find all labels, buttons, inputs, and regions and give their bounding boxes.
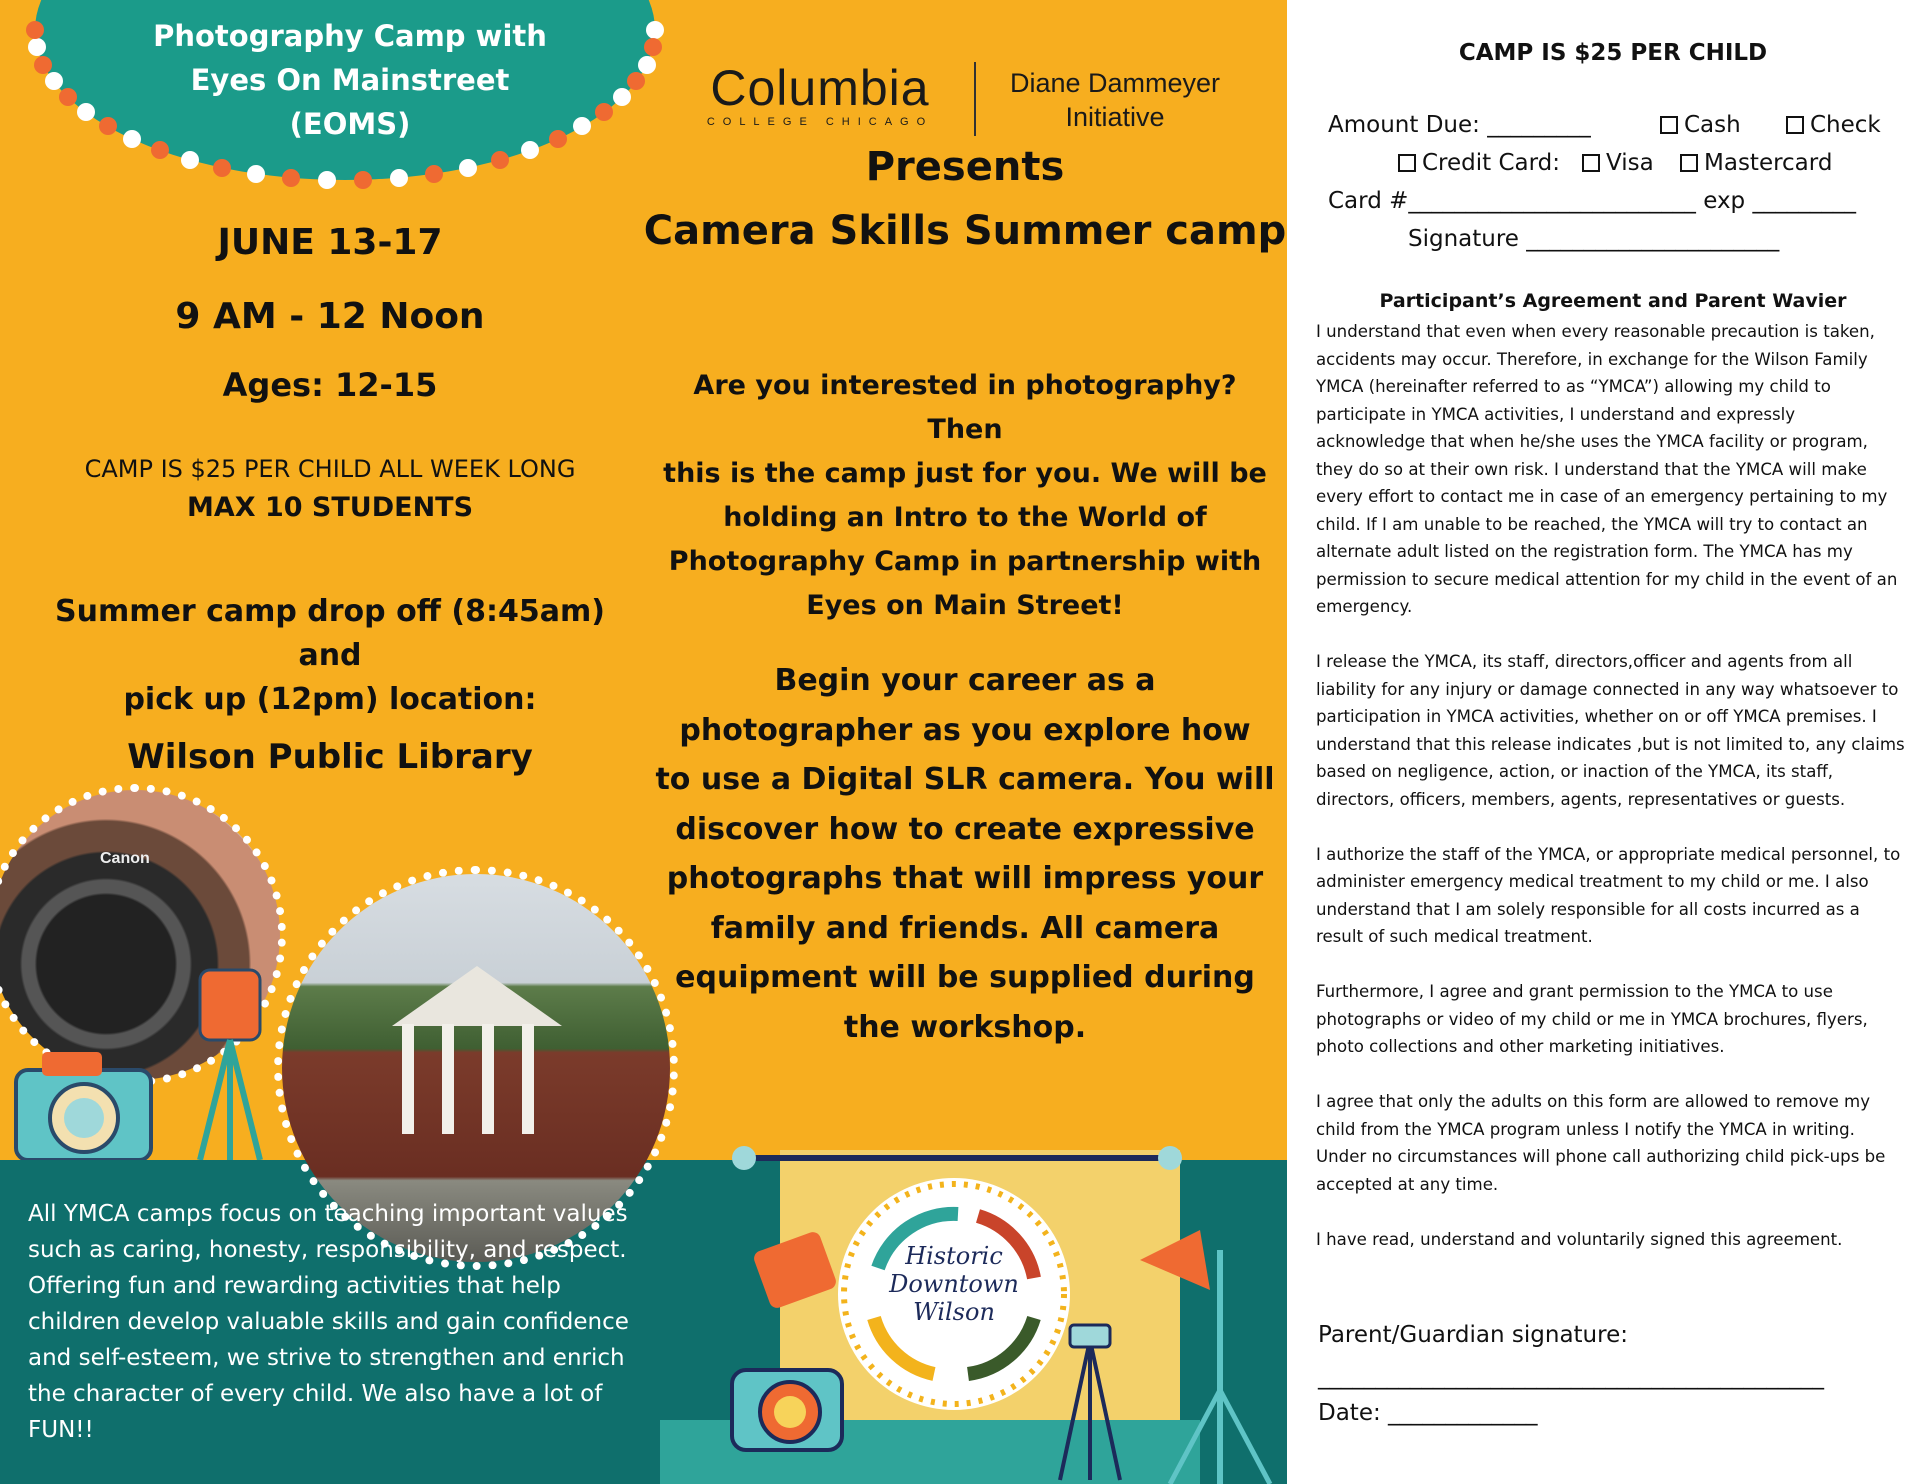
- check-label: Check: [1810, 112, 1881, 138]
- columbia-logo: [690, 60, 950, 128]
- badge-dot: [99, 117, 117, 135]
- historic-downtown-wilson-logo: [838, 1178, 1070, 1410]
- badge-dot: [354, 171, 372, 189]
- parent-signature-line[interactable]: ____________________________________________: [1318, 1364, 1824, 1390]
- career-line: family and friends. All camera: [710, 910, 1220, 946]
- form-heading: CAMP IS $25 PER CHILD: [1458, 40, 1768, 66]
- intro-line: Eyes on Main Street!: [806, 590, 1124, 621]
- dd-line: Initiative: [1065, 102, 1165, 132]
- card-number-field[interactable]: Card #_________________________ exp _________: [1328, 188, 1856, 214]
- cash-label: Cash: [1684, 112, 1741, 138]
- camp-ages: Ages: 12-15: [222, 366, 438, 404]
- visa-option[interactable]: [1582, 150, 1654, 176]
- parent-signature-label: Parent/Guardian signature:: [1318, 1322, 1628, 1348]
- max-students: MAX 10 STUDENTS: [186, 492, 474, 523]
- dropoff-line: Summer camp drop off (8:45am) and: [55, 594, 605, 673]
- credit-card-option[interactable]: [1398, 150, 1560, 176]
- dd-line: Diane Dammeyer: [1009, 68, 1221, 98]
- agreement-paragraph: I have read, understand and voluntarily signed this agreement.: [1316, 1229, 1843, 1249]
- values-line: FUN!!: [28, 1417, 94, 1443]
- career-line: to use a Digital SLR camera. You will: [655, 762, 1275, 797]
- mastercard-label: Mastercard: [1704, 150, 1833, 176]
- columbia-wordmark: Columbia: [710, 60, 930, 116]
- career-line: the workshop.: [843, 1009, 1087, 1045]
- badge-dot: [491, 151, 509, 169]
- values-line: Offering fun and rewarding activities that help: [28, 1273, 561, 1299]
- agreement-paragraph: I understand that even when every reasonable precaution is taken, accidents may occur. Therefore, in exchange for the Wilson Family YMCA (hereinafter referred to as “YMCA”) allowing my child to participate in YMCA activities, I understand and expressly acknowledge that when he/she uses the YMCA facility or program, they do so at their own risk. I understand that the YMCA will make every effort to contact me in case of an emergency pertaining to my child. If I am unable to be reached, the YMCA will try to contact an alternate adult listed on the registration form. The YMCA has my permission to secure medical attention for my child in the event of an emergency.: [1316, 322, 1898, 616]
- values-line: children develop valuable skills and gain confidence: [28, 1309, 629, 1335]
- historic-line: Historic: [905, 1242, 1003, 1270]
- badge-dot: [247, 165, 265, 183]
- historic-line: Wilson: [913, 1298, 995, 1326]
- visa-label: Visa: [1606, 150, 1654, 176]
- signature-field[interactable]: Signature ______________________: [1408, 226, 1780, 252]
- cash-option[interactable]: [1660, 112, 1741, 138]
- intro-line: Are you interested in photography? Then: [693, 370, 1237, 445]
- badge-dot: [34, 56, 52, 74]
- check-option[interactable]: [1786, 112, 1881, 138]
- date-field[interactable]: Date: _____________: [1318, 1400, 1538, 1426]
- agreement-text: [1316, 318, 1908, 1281]
- values-line: and self-esteem, we strive to strengthen and enrich: [28, 1345, 625, 1371]
- intro-line: this is the camp just for you. We will be: [663, 458, 1267, 489]
- agreement-paragraph: Furthermore, I agree and grant permission to the YMCA to use photographs or video of my child or me in YMCA brochures, flyers, photo collections and other marketing initiatives.: [1316, 982, 1868, 1056]
- mastercard-checkbox[interactable]: [1680, 154, 1698, 172]
- badge-dot: [638, 56, 656, 74]
- values-line: such as caring, honesty, responsibility, and respect.: [28, 1237, 627, 1263]
- career-line: discover how to create expressive: [675, 811, 1255, 847]
- credit-card-label: Credit Card:: [1422, 150, 1561, 176]
- badge-dot: [45, 72, 63, 90]
- historic-line: Downtown: [889, 1270, 1019, 1298]
- camp-cost: CAMP IS $25 PER CHILD ALL WEEK LONG: [84, 455, 576, 483]
- check-checkbox[interactable]: [1786, 116, 1804, 134]
- badge-line: Photography Camp with: [153, 19, 547, 53]
- values-line: the character of every child. We also have a lot of: [28, 1381, 603, 1407]
- dropoff-line: pick up (12pm) location:: [123, 682, 537, 717]
- badge-line: (EOMS): [289, 107, 411, 141]
- values-line: All YMCA camps focus on teaching important values: [28, 1201, 628, 1227]
- badge-dot: [646, 21, 664, 39]
- badge-dot: [390, 169, 408, 187]
- career-line: Begin your career as a: [774, 663, 1156, 698]
- badge-dot: [213, 159, 231, 177]
- badge-dot: [318, 171, 336, 189]
- agreement-paragraph: I release the YMCA, its staff, directors,officer and agents from all liability for any injury or damage connected in any way whatsoever to participation in YMCA activities, whether on or off YMCA premises. I understand that this release indicates ,but is not limited to, any claims based on negligence, action, or inaction of the YMCA, its staff, directors, officers, members, agents, representatives or guests.: [1316, 652, 1905, 809]
- logo-divider: [974, 62, 976, 136]
- camp-dates: JUNE 13-17: [217, 222, 443, 263]
- career-paragraph: [655, 656, 1275, 1052]
- credit-card-checkbox[interactable]: [1398, 154, 1416, 172]
- intro-line: Photography Camp in partnership with: [668, 546, 1262, 577]
- agreement-paragraph: I authorize the staff of the YMCA, or appropriate medical personnel, to administer emergency medical treatment to my child or me. I also understand that I am solely responsible for all costs incurred as a result of such medical treatment.: [1316, 844, 1901, 946]
- badge-title: [140, 14, 560, 146]
- badge-dot: [26, 21, 44, 39]
- mastercard-option[interactable]: [1680, 150, 1832, 176]
- intro-paragraph: [655, 364, 1275, 628]
- historic-logo-text: [838, 1242, 1070, 1326]
- intro-line: holding an Intro to the World of: [723, 502, 1207, 533]
- badge-line: Eyes On Mainstreet: [190, 63, 510, 97]
- cash-checkbox[interactable]: [1660, 116, 1678, 134]
- badge-dot: [459, 159, 477, 177]
- badge-dot: [181, 151, 199, 169]
- agreement-title: Participant’s Agreement and Parent Wavier: [1379, 290, 1847, 312]
- career-line: equipment will be supplied during: [675, 960, 1255, 995]
- location-name: Wilson Public Library: [127, 737, 533, 777]
- columbia-subtitle: COLLEGE CHICAGO: [706, 116, 934, 128]
- camera-brand-label: Canon: [100, 850, 150, 867]
- amount-due-field[interactable]: Amount Due: _________: [1328, 112, 1591, 138]
- presents-heading: Presents: [865, 144, 1065, 190]
- agreement-paragraph: I agree that only the adults on this form are allowed to remove my child from the YMCA program unless I notify the YMCA in writing. Under no circumstances will phone call authorizing child pick-ups be accepted at any time.: [1316, 1092, 1886, 1194]
- camera-illustration-icon: [10, 950, 300, 1160]
- career-line: photographer as you explore how: [679, 712, 1251, 748]
- visa-checkbox[interactable]: [1582, 154, 1600, 172]
- diane-dammeyer-logo: [990, 66, 1240, 134]
- badge-dot: [282, 169, 300, 187]
- ymca-values-text: [28, 1196, 648, 1448]
- camp-title: Camera Skills Summer camp: [643, 208, 1287, 254]
- camp-time: 9 AM - 12 Noon: [175, 296, 485, 337]
- dropoff-info: [20, 590, 640, 722]
- career-line: photographs that will impress your: [666, 861, 1264, 896]
- badge-dot: [425, 165, 443, 183]
